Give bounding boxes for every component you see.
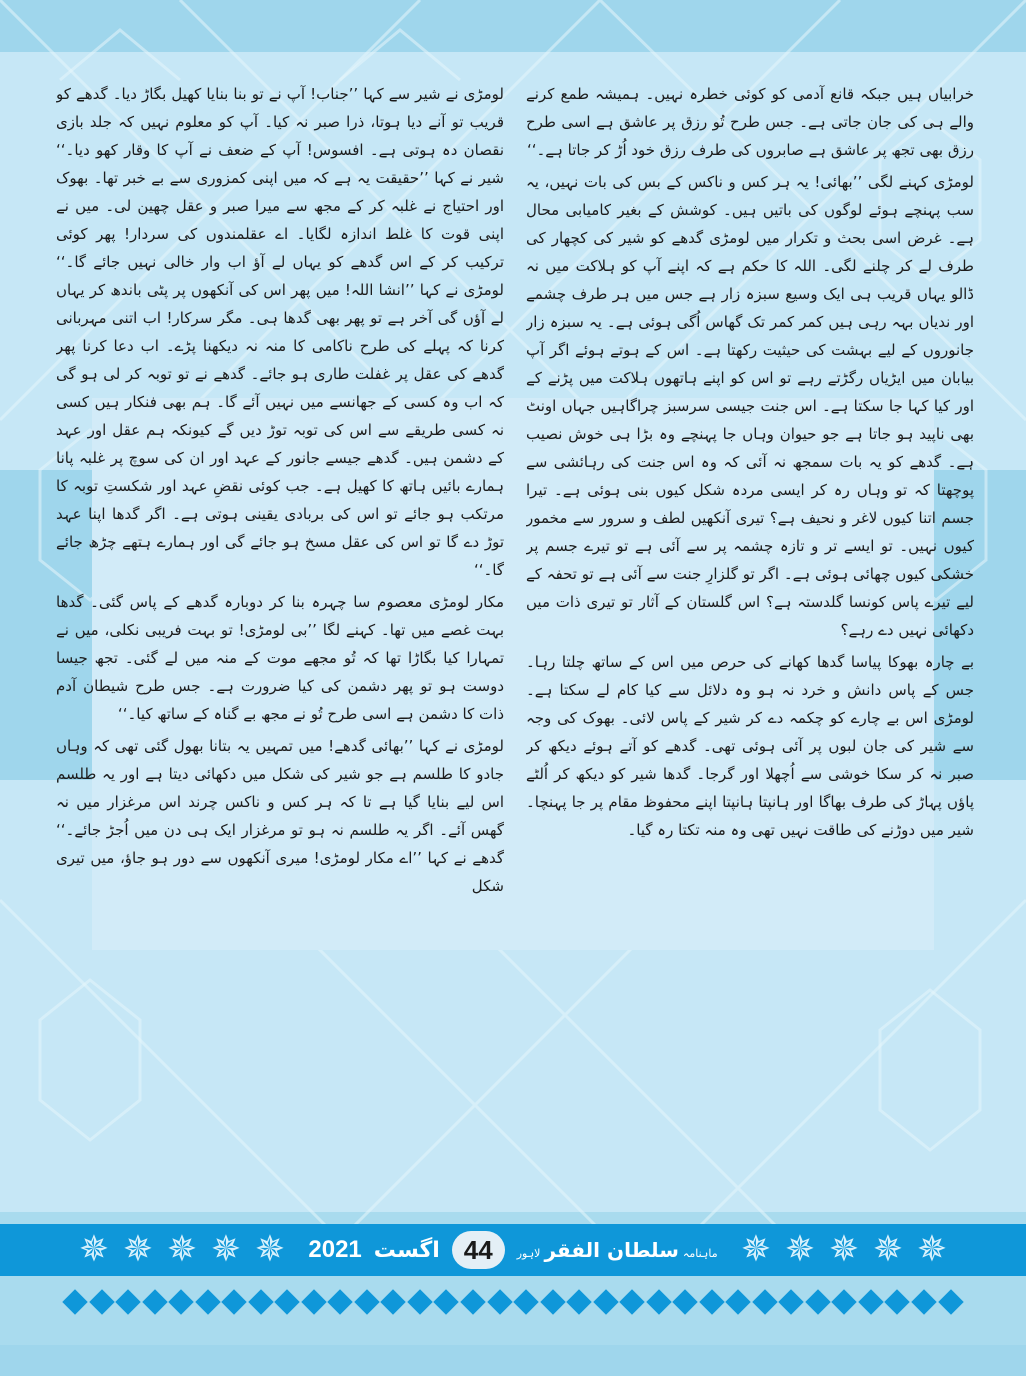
diamond-icon	[938, 1289, 963, 1314]
diamond-icon	[646, 1289, 671, 1314]
diamond-icon	[779, 1289, 804, 1314]
article-paragraph: لومڑی نے کہا ’’بھائی گدھے! میں تمہیں یہ بتانا بھول گئی تھی کہ وہاں جادو کا طلسم ہے جو شیر کی شکل میں دکھائی دیتا ہے اور یہ طلسم اس لیے بنایا گیا ہے تا کہ ہر کس و ناکس چرند اس مرغزار میں نہ گھس آئے۔ اگر یہ طلسم نہ ہو تو مرغزار ایک ہی دن میں اُجڑ جائے۔‘‘ گدھے نے کہا ’’اے مکار لومڑی! میری آنکھوں سے دور ہو جاؤ، میں تیری شکل	[56, 737, 504, 895]
issue-month: اگست	[373, 1237, 440, 1263]
diamond-icon	[62, 1289, 87, 1314]
footer-info	[308, 1231, 717, 1269]
diamond-icon	[566, 1289, 591, 1314]
diamond-icon	[699, 1289, 724, 1314]
eight-point-star-icon: ✵	[166, 1229, 198, 1270]
diamond-icon	[434, 1289, 459, 1314]
diamond-icon	[911, 1289, 936, 1314]
eight-point-star-icon: ✵	[872, 1229, 904, 1270]
diamond-icon	[540, 1289, 565, 1314]
eight-point-star-icon: ✵	[254, 1229, 286, 1270]
article-column-left	[56, 80, 504, 1202]
eight-point-star-icon: ✵	[916, 1229, 948, 1270]
article-paragraph: مکار لومڑی معصوم سا چہرہ بنا کر دوبارہ گدھے کے پاس گئی۔ گدھا بہت غصے میں تھا۔ کہنے لگا ’’بی لومڑی! تو بہت فریبی نکلی، میں نے تمہارا کیا بگاڑا تھا کہ تُو مجھے موت کے منہ میں لے گئی۔ تجھ جیسا دوست ہو تو پھر دشمن کی کیا ضرورت ہے۔ جس طرح شیطان آدم ذات کا دشمن ہے اسی طرح تُو نے مجھ بے گناہ کے ساتھ کیا۔‘‘	[56, 593, 504, 723]
article-column-right	[526, 80, 974, 1202]
diamond-divider	[66, 1287, 960, 1317]
ornament-group-right	[736, 1228, 952, 1272]
footer-bar	[0, 1224, 1026, 1276]
magazine-title	[517, 1238, 718, 1262]
diamond-icon	[619, 1289, 644, 1314]
eight-point-star-icon: ✵	[122, 1229, 154, 1270]
diamond-icon	[301, 1289, 326, 1314]
diamond-icon	[832, 1289, 857, 1314]
eight-point-star-icon: ✵	[828, 1229, 860, 1270]
magazine-prefix: ماہنامہ	[682, 1247, 718, 1260]
article-paragraph: لومڑی نے شیر سے کہا ’’جناب! آپ نے تو بنا بنایا کھیل بگاڑ دیا۔ گدھے کو قریب تو آنے دیا ہوتا، ذرا صبر نہ کیا۔ آپ کو معلوم نہیں کہ جلد بازی نقصان دہ ہوتی ہے۔ افسوس! آپ کے ضعف نے آپ کا وقار کھو دیا۔‘‘ شیر نے کہا ’’حقیقت یہ ہے کہ میں اپنی کمزوری سے بے خبر تھا۔ بھوک اور احتیاج نے غلبہ کر کے مجھ سے میرا صبر و عقل چھین لی۔ میں نے اپنی قوت کا غلط اندازہ لگایا۔ اے عقلمندوں کی سردار! پھر کوئی ترکیب کر کے اس گدھے کو یہاں لے آؤ اب وار خالی نہیں جائے گا۔‘‘ لومڑی نے کہا ’’انشا اللہ! میں پھر اس کی آنکھوں پر پٹی باندھ کر یہاں لے آؤں گی آخر ہے تو پھر بھی گدھا ہی۔ مگر سرکار! اب اتنی مہربانی کرنا کہ پہلے کی طرح ناکامی کا منہ نہ دیکھنا پڑے۔ اب دعا کرنا پھر گدھے کی عقل پر غفلت طاری ہو جائے۔ گدھے نے تو توبہ کر لی ہو گی کہ اب وہ کسی کے جھانسے میں نہیں آئے گا۔ ہم بھی فنکار ہیں کسی نہ کسی طریقے سے اس کی توبہ توڑ دیں گے کیونکہ ہم عقل اور عہد کے دشمن ہیں۔ گدھے جیسے جانور کے عہد اور ان کی سوچ پر غلبہ پانا ہمارے بائیں ہاتھ کا کھیل ہے۔ جب کوئی نقضِ عہد اور شکستِ توبہ کا مرتکب ہو جائے تو اس کی بربادی یقینی ہوتی ہے۔ اگر گدھا اپنا عہد توڑ دے گا تو اس کی عقل مسخ ہو جائے گی اور ہمارے ہتھے چڑھ جائے گا۔‘‘	[56, 85, 504, 579]
diamond-icon	[487, 1289, 512, 1314]
article-paragraph: خرابیاں ہیں جبکہ قانع آدمی کو کوئی خطرہ نہیں۔ ہمیشہ طمع کرنے والے ہی کی جان جاتی ہے۔ جس طرح تُو رزق پر عاشق ہے اسی طرح رزق بھی تجھ پر عاشق ہے صابروں کی طرف رزق خود اُڑ کر جاتا ہے۔‘‘	[526, 85, 974, 159]
background-bottom-band	[0, 1345, 1026, 1376]
diamond-icon	[885, 1289, 910, 1314]
background-top-band	[0, 0, 1026, 52]
diamond-icon	[672, 1289, 697, 1314]
eight-point-star-icon: ✵	[210, 1229, 242, 1270]
diamond-icon	[381, 1289, 406, 1314]
diamond-icon	[328, 1289, 353, 1314]
diamond-icon	[221, 1289, 246, 1314]
page-number: 44	[452, 1231, 505, 1269]
diamond-icon	[168, 1289, 193, 1314]
magazine-suffix: لاہور	[516, 1247, 541, 1260]
eight-point-star-icon: ✵	[740, 1229, 772, 1270]
diamond-icon	[275, 1289, 300, 1314]
diamond-icon	[248, 1289, 273, 1314]
diamond-icon	[460, 1289, 485, 1314]
diamond-icon	[726, 1289, 751, 1314]
eight-point-star-icon: ✵	[784, 1229, 816, 1270]
diamond-icon	[407, 1289, 432, 1314]
ornament-group-left	[74, 1228, 290, 1272]
diamond-icon	[89, 1289, 114, 1314]
diamond-icon	[513, 1289, 538, 1314]
diamond-icon	[354, 1289, 379, 1314]
article-paragraph: لومڑی کہنے لگی ’’بھائی! یہ ہر کس و ناکس کے بس کی بات نہیں، یہ سب پہنچے ہوئے لوگوں کی باتیں ہیں۔ کوشش کے بغیر کامیابی محال ہے۔ غرض اسی بحث و تکرار میں لومڑی گدھے کو شیر کی کچھار کی طرف لے کر چلنے لگی۔ اللہ کا حکم ہے کہ اپنے آپ کو ہلاکت میں نہ ڈالو یہاں قریب ہی ایک وسیع سبزہ زار ہے جس میں ہر طرف چشمے اور ندیاں بہہ رہی ہیں کمر کمر تک گھاس اُگی ہوئی ہے۔ یہ سبزہ زار جانوروں کے لیے بہشت کی حیثیت رکھتا ہے۔ اس کے ہوتے ہوئے اگر آپ بیابان میں ایڑیاں رگڑتے رہے تو اس کو اپنے ہاتھوں ہلاکت میں پڑنے کے اور کیا کہا جا سکتا ہے۔ اس جنت جیسی سرسبز چراگاہیں جہاں اونٹ بھی ناپید ہو جاتا ہے جو حیوان وہاں جا پہنچے وہ بڑا ہی خوش نصیب ہے۔ گدھے کو یہ بات سمجھ نہ آئی کہ وہ اس جنت کی رہائشی سے پوچھتا کہ تو وہاں رہ کر ایسی مردہ شکل کیوں بنی ہوئی ہے۔ تیرا جسم اتنا کیوں لاغر و نحیف ہے؟ تیری آنکھیں لطف و سرور سے مخمور کیوں نہیں۔ تو ایسے تر و تازہ چشمہ پر سے آئی ہے تو تیرے جسم پر خشکی کیوں چھائی ہوئی ہے۔ اگر تو گلزارِ جنت سے آئی ہے تو تحفہ کے لیے تیرے پاس کونسا گلدستہ ہے؟ اس گلستان کے آثار تو تیری ذات میں دکھائی نہیں دے رہے؟	[526, 173, 974, 639]
magazine-name: سلطان الفقر	[544, 1238, 679, 1262]
diamond-icon	[858, 1289, 883, 1314]
diamond-icon	[752, 1289, 777, 1314]
issue-year: 2021	[308, 1236, 362, 1263]
diamond-icon	[593, 1289, 618, 1314]
diamond-icon	[142, 1289, 167, 1314]
article-paragraph: بے چارہ بھوکا پیاسا گدھا کھانے کی حرص میں اس کے ساتھ چلتا رہا۔ جس کے پاس دانش و خرد نہ ہو وہ دلائل سے کیا کام لے سکتا ہے۔ لومڑی اس بے چارے کو چکمہ دے کر شیر کے پاس لائی۔ بھوک کی وجہ سے شیر کی جان لبوں پر آئی ہوئی تھی۔ گدھے کو آتے ہوئے دیکھ کر صبر نہ کر سکا خوشی سے اُچھلا اور گرجا۔ گدھا شیر کو دیکھ کر اُلٹے پاؤں پہاڑ کی طرف بھاگا اور ہانپتا ہانپتا اپنے محفوظ مقام پر جا پہنچا۔ شیر میں دوڑنے کی طاقت نہیں تھی وہ منہ تکتا رہ گیا۔	[526, 653, 974, 839]
diamond-icon	[195, 1289, 220, 1314]
diamond-icon	[805, 1289, 830, 1314]
diamond-icon	[115, 1289, 140, 1314]
eight-point-star-icon: ✵	[78, 1229, 110, 1270]
